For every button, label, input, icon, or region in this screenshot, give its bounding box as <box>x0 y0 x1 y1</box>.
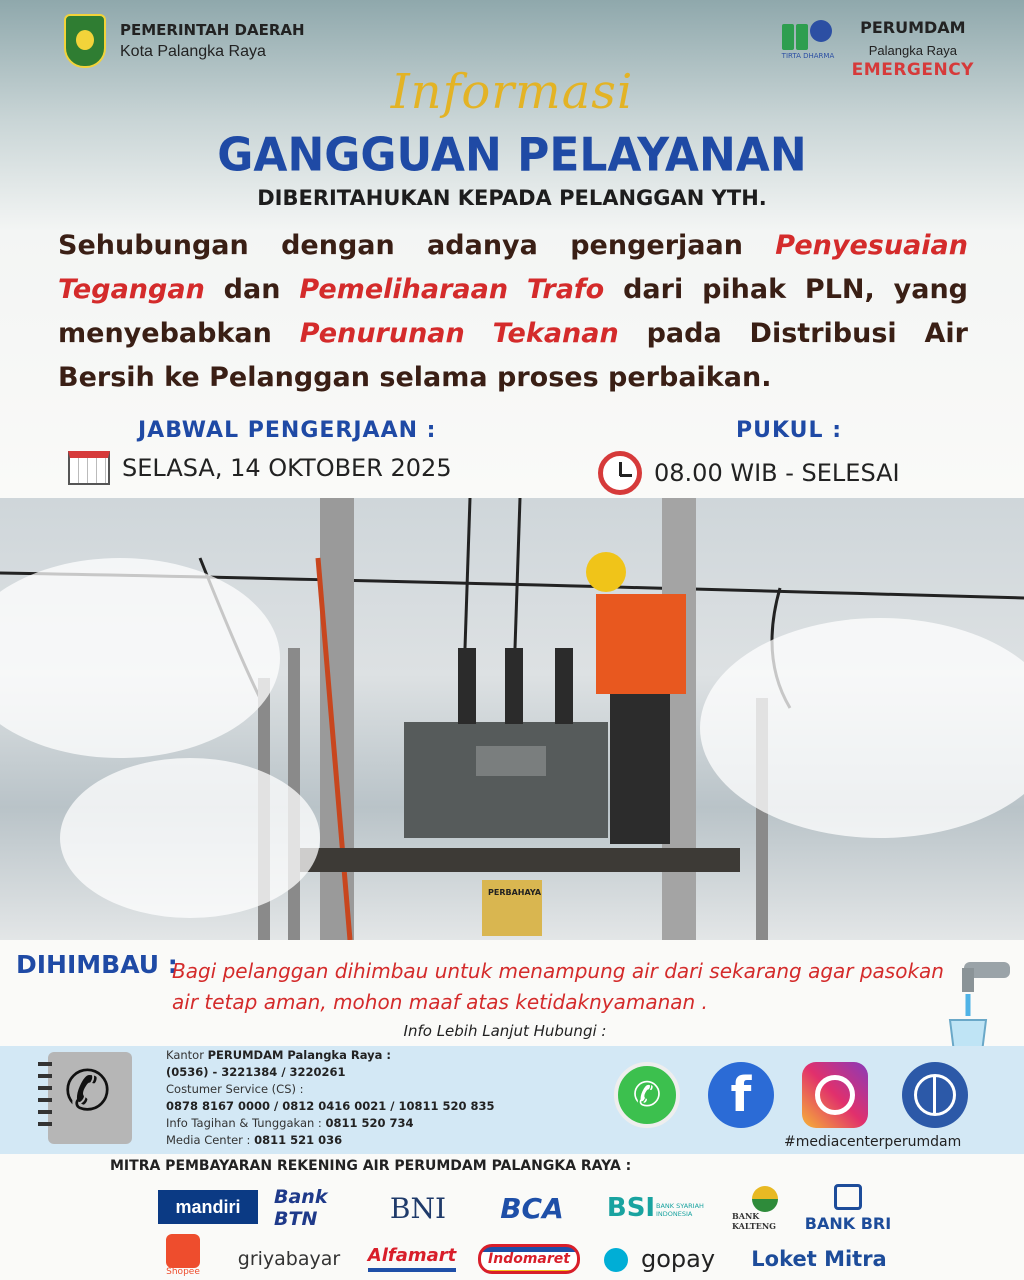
logo-caption: TIRTA DHARMA <box>781 52 835 60</box>
partner-gopay: gopay <box>640 1245 716 1273</box>
phone-book-icon <box>48 1052 132 1144</box>
website-globe-icon[interactable] <box>902 1062 968 1128</box>
body-text-3: dari pihak PLN, yang menyebabkan <box>58 274 968 349</box>
partner-alfamart: Alfamart <box>368 1242 456 1272</box>
partner-bank-kalteng: BANK KALTENG <box>732 1211 777 1231</box>
office-phone[interactable]: (0536) - 3221384 / 3220261 <box>166 1065 346 1079</box>
highlight-transformer: Pemeliharaan Trafo <box>299 274 605 305</box>
city-crest-icon <box>64 14 106 68</box>
gopay-logo-icon <box>604 1248 628 1272</box>
gov-subtitle: Kota Palangka Raya <box>120 43 266 60</box>
partner-bni: BNI <box>389 1191 447 1225</box>
highlight-pressure: Penurunan Tekanan <box>299 318 619 349</box>
bank-kalteng-logo-icon <box>752 1186 778 1212</box>
partner-bsi: BSI <box>606 1193 656 1223</box>
more-info-label: Info Lebih Lanjut Hubungi : <box>403 1022 607 1040</box>
highlight-voltage: Penyesuaian Tegangan <box>58 230 968 305</box>
whatsapp-icon[interactable]: ✆ <box>614 1062 680 1128</box>
info-script-title: Informasi <box>390 64 634 120</box>
time-label: PUKUL : <box>736 418 842 443</box>
company-subtitle: Palangka Raya <box>868 43 957 58</box>
media-number[interactable]: 0811 521 036 <box>254 1133 343 1147</box>
bank-bri-logo-icon <box>834 1184 862 1210</box>
facebook-icon[interactable]: f <box>708 1062 774 1128</box>
appeal-text: Bagi pelanggan dihimbau untuk menampung air dari sekarang agar pasokan air tetap aman, mohon maaf atas ketidaknyamanan . <box>172 959 944 1014</box>
billing-label: Info Tagihan & Tunggakan : <box>166 1116 326 1130</box>
billing-number[interactable]: 0811 520 734 <box>325 1116 414 1130</box>
shopee-bag-icon <box>166 1234 200 1268</box>
gov-header <box>64 14 305 68</box>
body-text-4: pada Distribusi Air Bersih ke Pelanggan selama proses perbaikan. <box>58 318 968 393</box>
partner-indomaret: Indomaret <box>478 1244 580 1274</box>
instagram-icon[interactable] <box>802 1062 868 1128</box>
partner-btn: Bank BTN <box>274 1186 328 1230</box>
partner-bsi-caption: BANK SYARIAH INDONESIA <box>656 1202 704 1218</box>
schedule-time <box>598 418 900 495</box>
body-text-2: dan <box>204 274 300 305</box>
appeal-label: DIHIMBAU : <box>16 950 178 979</box>
notice-heading: DIBERITAHUKAN KEPADA PELANGGAN YTH. <box>257 186 767 210</box>
office-prefix: Kantor <box>166 1048 208 1062</box>
cs-label: Costumer Service (CS) : <box>166 1082 304 1096</box>
cs-numbers[interactable]: 0878 8167 0000 / 0812 0416 0021 / 10811 520 835 <box>166 1099 495 1113</box>
gov-title: PEMERINTAH DAERAH <box>120 21 305 39</box>
alarm-clock-icon <box>598 451 642 495</box>
announcement-body <box>58 224 968 400</box>
contact-details <box>166 1047 495 1149</box>
phone-icon: ✆ <box>64 1059 111 1124</box>
transformer-work-photo <box>0 498 1024 940</box>
office-name: PERUMDAM Palangka Raya : <box>207 1048 391 1062</box>
page-title: GANGGUAN PELAYANAN <box>217 128 807 183</box>
partner-mandiri: mandiri <box>158 1190 258 1224</box>
hashtag[interactable]: #mediacenterperumdam <box>784 1134 962 1150</box>
body-text-1: Sehubungan dengan adanya pengerjaan <box>58 230 776 261</box>
partner-shopee: Shopee <box>166 1267 200 1277</box>
time-value: 08.00 WIB - SELESAI <box>654 459 900 487</box>
media-label: Media Center : <box>166 1133 255 1147</box>
partner-bca: BCA <box>500 1191 564 1225</box>
date-value: SELASA, 14 OKTOBER 2025 <box>122 454 452 482</box>
partner-loket-mitra: Loket Mitra <box>751 1247 887 1271</box>
schedule-date <box>68 418 452 485</box>
emergency-label: EMERGENCY <box>851 60 974 80</box>
company-title: PERUMDAM <box>860 18 966 37</box>
partner-bri: BANK BRI <box>804 1213 892 1233</box>
pole-warning-sign: PERBAHAYA <box>488 888 542 897</box>
perumdam-logo-icon <box>782 18 840 62</box>
partners-title: MITRA PEMBAYARAN REKENING AIR PERUMDAM PALANGKA RAYA : <box>110 1158 632 1174</box>
partner-griyabayar: griyabayar <box>237 1248 341 1270</box>
calendar-icon <box>68 451 110 485</box>
date-label: JABWAL PENGERJAAN : <box>138 418 437 443</box>
